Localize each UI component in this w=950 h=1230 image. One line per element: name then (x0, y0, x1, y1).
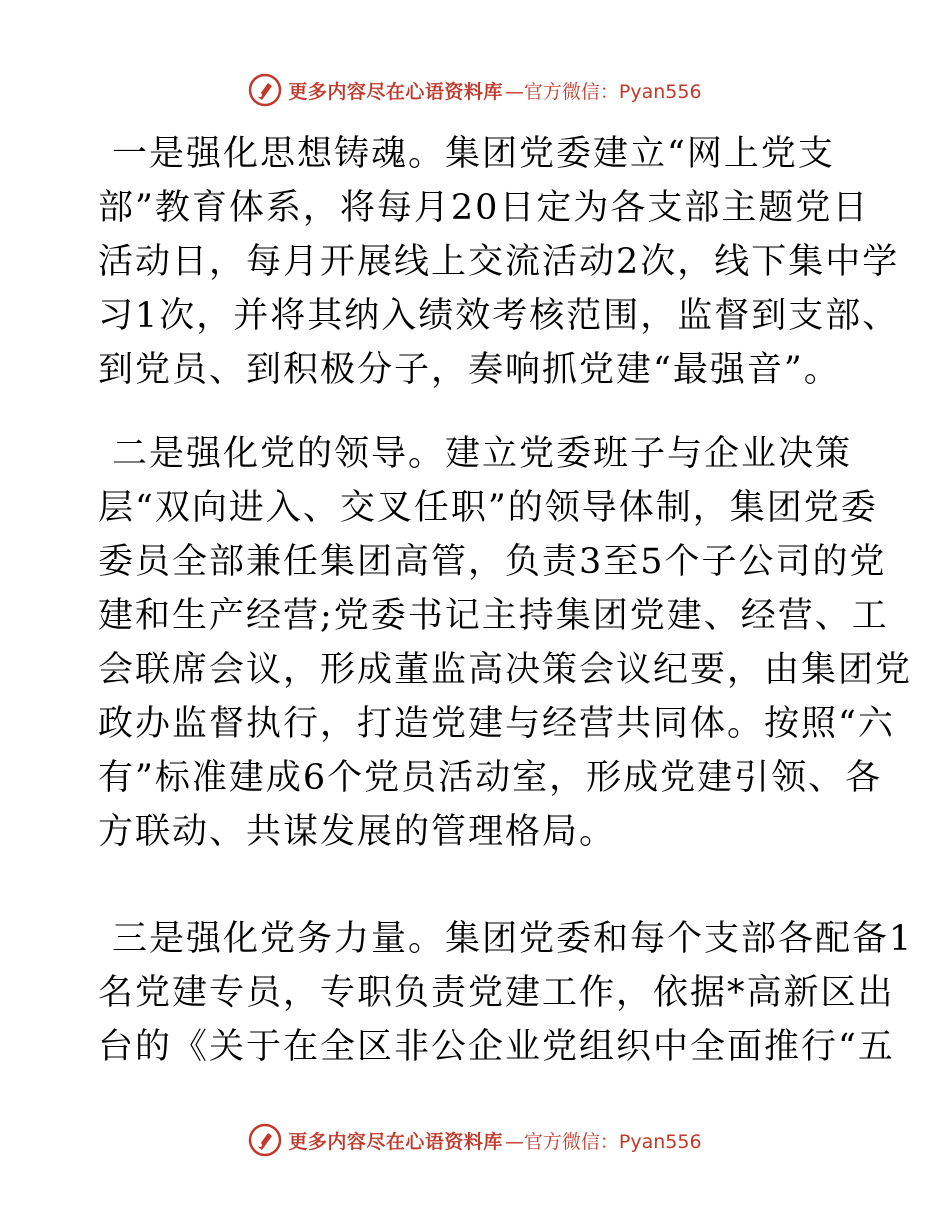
text-line: 三是强化党务力量。集团党委和每个支部各配备1 (112, 919, 914, 959)
text-line: 政办监督执行，打造党建与经营共同体。按照“六 (98, 704, 895, 744)
watermark-brand-text: 更多内容尽在心语资料库 (288, 1130, 503, 1153)
watermark-footer (0, 1120, 950, 1160)
text-line: 部”教育体系，将每月20日定为各支部主题党日 (98, 188, 870, 228)
text-line: 台的《关于在全区非公企业党组织中全面推行“五 (98, 1027, 895, 1067)
pen-nib-circle-icon (248, 73, 282, 107)
watermark-contact-text: —官方微信：Pyan556 (504, 1130, 702, 1153)
text-line: 习1次，并将其纳入绩效考核范围，监督到支部、 (98, 296, 900, 336)
paragraph-1 (98, 127, 900, 397)
text-line: 一是强化思想铸魂。集团党委建立“网上党支 (112, 134, 835, 174)
watermark-header (0, 70, 950, 110)
text-line: 二是强化党的领导。建立党委班子与企业决策 (112, 434, 853, 474)
watermark-brand-text: 更多内容尽在心语资料库 (288, 80, 503, 103)
text-line: 到党员、到积极分子，奏响抓党建“最强音”。 (98, 350, 841, 390)
watermark-contact-text: —官方微信：Pyan556 (504, 80, 702, 103)
text-line: 有”标准建成6个党员活动室，形成党建引领、各 (98, 758, 883, 798)
text-line: 名党建专员，专职负责党建工作，依据*高新区出 (98, 973, 895, 1013)
paragraph-3 (98, 912, 914, 1074)
text-line: 层“双向进入、交叉任职”的领导体制，集团党委 (98, 488, 878, 528)
text-line: 方联动、共谋发展的管理格局。 (98, 812, 617, 852)
pen-nib-circle-icon (248, 1123, 282, 1157)
text-line: 建和生产经营;党委书记主持集团党建、经营、工 (98, 596, 889, 636)
text-line: 活动日，每月开展线上交流活动2次，线下集中学 (98, 242, 900, 282)
text-line: 会联席会议，形成董监高决策会议纪要，由集团党 (98, 650, 913, 690)
paragraph-2 (98, 427, 913, 859)
text-line: 委员全部兼任集团高管，负责3至5个子公司的党 (98, 542, 887, 582)
